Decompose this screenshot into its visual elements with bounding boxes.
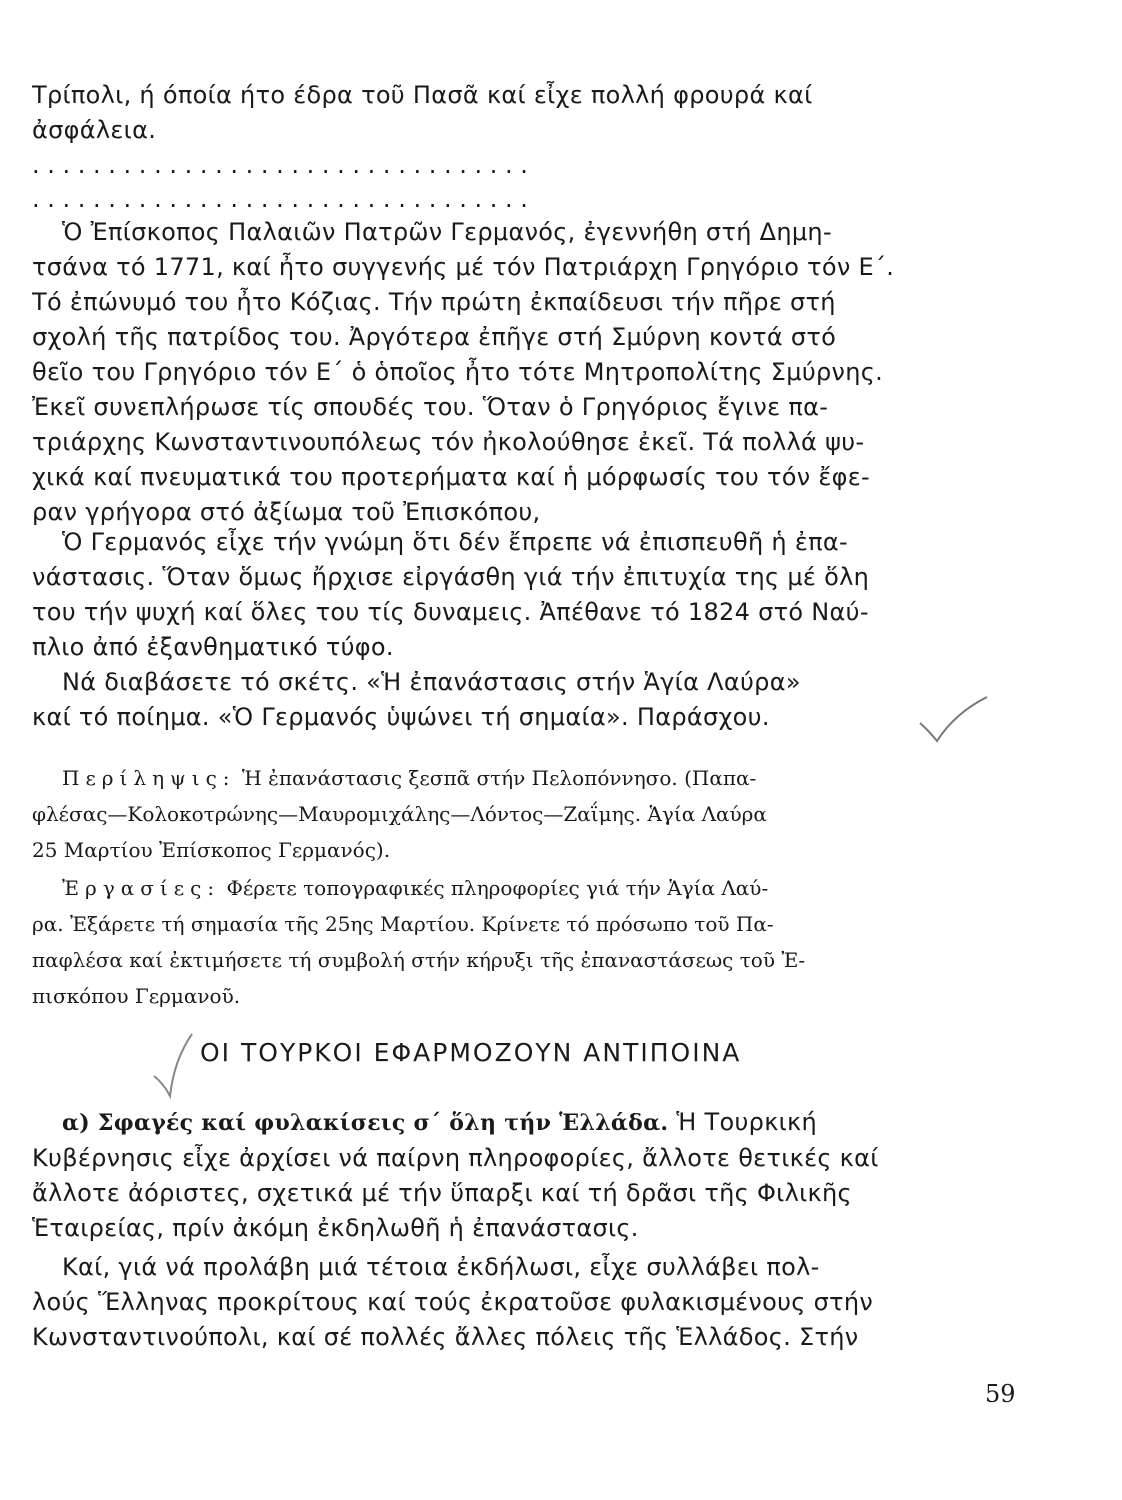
text-line: ἄλλοτε ἀόριστες, σχετικά μέ τήν ὕπαρξι καί τή δρᾶσι τῆς Φιλικῆς — [32, 1179, 852, 1207]
text-line: Τρίπολι, ή όποία ήτο έδρα τοῦ Πασᾶ καί εἶχε πολλή φρουρά καί — [32, 81, 813, 109]
closing-paragraph — [32, 1250, 1032, 1355]
text-line: ρα. Ἐξάρετε τή σημασία τῆς 25ης Μαρτίου. Κρίνετε τό πρόσωπο τοῦ Πα- — [32, 912, 774, 936]
tasks-first-line — [32, 870, 1032, 906]
opinion-paragraph — [32, 525, 1032, 665]
text-line: πλιο ἀπό ἐξανθηματικό τύφο. — [32, 633, 394, 661]
text-line: Νά διαβάσετε τό σκέτς. «Ἡ ἐπανάστασις στήν Ἁγία Λαύρα» — [62, 668, 801, 696]
text-line: ραν γρήγορα στό ἀξίωμα τοῦ Ἐπισκόπου, — [32, 498, 541, 526]
text-line: παφλέσα καί ἐκτιμήσετε τή συμβολή στήν κήρυξι τῆς ἐπαναστάσεως τοῦ Ἐ- — [32, 948, 806, 972]
text-line: Κωνσταντινούπολι, καί σέ πολλές ἄλλες πόλεις τῆς Ἑλλάδος. Στήν — [32, 1323, 859, 1351]
reading-paragraph — [32, 665, 1032, 735]
text-line: λούς Ἕλληνας προκρίτους καί τούς ἐκρατοῦσε φυλακισμένους στήν — [32, 1288, 874, 1316]
text-fragment: Ἡ ἐπανάστασις ξεσπᾶ στήν Πελοπόννησο. (Παπα- — [241, 766, 757, 790]
dots-row: . . . . . . . . . . . . . . . . . . . . . . . . . . . . . . . . . — [32, 185, 528, 213]
text-line: χικά καί πνευματικά του προτερήματα καί ἡ μόρφωσίς του τόν ἔφε- — [32, 463, 871, 491]
pencil-check-mark-icon — [915, 695, 995, 745]
biography-paragraph — [32, 215, 1032, 530]
text-fragment: Ἡ Τουρκική — [676, 1108, 818, 1136]
text-line: ἀσφάλεια. — [32, 116, 157, 144]
text-line: σχολή τῆς πατρίδος του. Ἀργότερα ἐπῆγε στή Σμύρνη κοντά στό — [32, 323, 837, 351]
text-line: καί τό ποίημα. «Ὁ Γερμανός ὑψώνει τή σημαία». Παράσχου. — [32, 703, 770, 731]
text-line: 25 Μαρτίου Ἐπίσκοπος Γερμανός). — [32, 838, 391, 862]
text-line: Ἑταιρείας, πρίν ἀκόμη ἐκδηλωθῆ ἡ ἐπανάστασις. — [32, 1214, 639, 1242]
summary-first-line — [32, 760, 1032, 796]
summary-paragraph — [32, 760, 1032, 868]
text-line: τσάνα τό 1771, καί ἦτο συγγενής μέ τόν Πατριάρχη Γρηγόριο τόν Ε΄. — [32, 253, 895, 281]
text-line: Ὁ Ἐπίσκοπος Παλαιῶν Πατρῶν Γερμανός, ἐγεννήθη στή Δημη- — [62, 218, 832, 246]
page-number: 59 — [985, 1380, 1016, 1408]
summary-label: Περίληψις: — [62, 766, 236, 790]
text-line: Καί, γιά νά προλάβη μιά τέτοια ἐκδήλωσι, εἶχε συλλάβει πολ- — [62, 1253, 820, 1281]
subsection-paragraph — [32, 1105, 1032, 1246]
text-line: νάστασις. Ὅταν ὅμως ἤρχισε εἰργάσθη γιά τήν ἐπιτυχία της μέ ὅλη — [32, 563, 870, 591]
text-line: του τήν ψυχή καί ὅλες του τίς δυναμεις. Ἀπέθανε τό 1824 στό Ναύ- — [32, 598, 869, 626]
text-line: Τό ἐπώνυμό του ἦτο Κόζιας. Τήν πρώτη ἐκπαίδευσι τήν πῆρε στή — [32, 288, 836, 316]
text-line: Ἐκεῖ συνεπλήρωσε τίς σπουδές του. Ὅταν ὁ Γρηγόριος ἔγινε πα- — [32, 393, 829, 421]
text-line: θεῖο του Γρηγόριο τόν Ε΄ ὁ ὁποῖος ἦτο τότε Μητροπολίτης Σμύρνης. — [32, 358, 884, 386]
text-line: φλέσας—Κολοκοτρώνης—Μαυρομιχάλης—Λόντος—Ζαΐμης. Ἁγία Λαύρα — [32, 802, 767, 826]
dots-row: . . . . . . . . . . . . . . . . . . . . . . . . . . . . . . . . . — [32, 151, 528, 179]
tasks-label: Ἐργασίες: — [62, 876, 221, 900]
tasks-paragraph — [32, 870, 1032, 1014]
text-fragment: Φέρετε τοπογραφικές πληροφορίες γιά τήν Ἁγία Λαύ- — [226, 876, 769, 900]
text-line: Ὁ Γερμανός εἶχε τήν γνώμη ὅτι δέν ἔπρεπε νά ἐπισπευθῆ ἡ ἐπα- — [62, 528, 848, 556]
subsection-first-line — [32, 1105, 1032, 1141]
ellipsis-separator — [32, 148, 1032, 216]
text-line: τριάρχης Κωνσταντινουπόλεως τόν ἠκολούθησε ἐκεῖ. Τά πολλά ψυ- — [32, 428, 865, 456]
intro-paragraph — [32, 78, 1032, 148]
text-line: πισκόπου Γερμανοῦ. — [32, 984, 241, 1008]
section-heading: ΟΙ ΤΟΥΡΚΟΙ ΕΦΑΡΜΟΖΟΥΝ ΑΝΤΙΠΟΙΝΑ — [200, 1038, 742, 1067]
subsection-title: α) Σφαγές καί φυλακίσεις σ΄ ὅλη τήν Ἑλλάδα. — [62, 1110, 669, 1136]
text-line: Κυβέρνησις εἶχε ἀρχίσει νά παίρνη πληροφορίες, ἄλλοτε θετικές καί — [32, 1144, 879, 1172]
